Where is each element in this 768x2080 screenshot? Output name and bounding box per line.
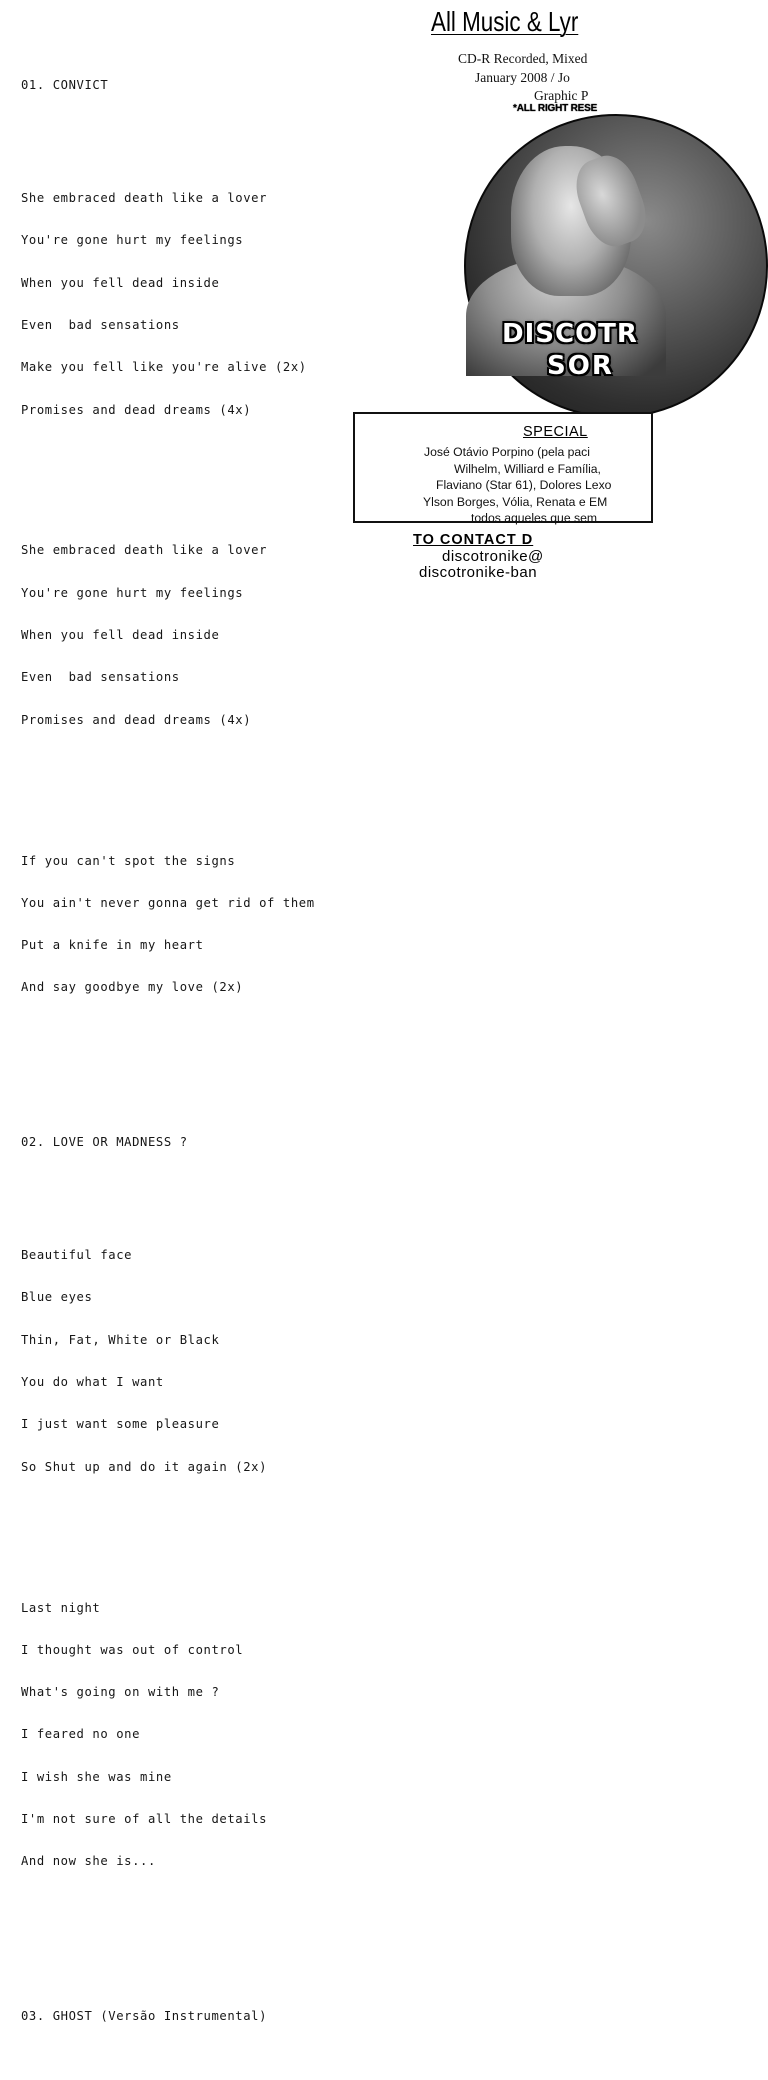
rights-notice: *ALL RIGHT RESE: [513, 103, 598, 114]
stanza: [21, 163, 381, 445]
song-section: [21, 1981, 381, 2051]
page-title: All Music & Lyr: [431, 6, 579, 37]
lyric-line: Blue eyes: [21, 1290, 93, 1305]
lyric-line: If you can't spot the signs: [21, 853, 236, 868]
contact-title: TO CONTACT D: [413, 532, 534, 548]
song-title: 03. GHOST (Versão Instrumental): [21, 2009, 268, 2024]
credit-line: January 2008 / Jo: [475, 69, 570, 85]
thanks-line: José Otávio Porpino (pela paci: [424, 445, 590, 459]
stanza: [21, 515, 381, 755]
lyric-line: You're gone hurt my feelings: [21, 233, 244, 248]
lyric-line: You're gone hurt my feelings: [21, 585, 244, 600]
right-panel: [400, 0, 638, 586]
special-thanks-box: [353, 412, 653, 523]
credits-block: [400, 50, 600, 106]
lyric-line: So Shut up and do it again (2x): [21, 1459, 268, 1474]
lyric-line: Even bad sensations: [21, 317, 180, 332]
thanks-line: todos aqueles que sem: [471, 511, 598, 525]
lyric-line: Promises and dead dreams (4x): [21, 712, 252, 727]
lyric-line: And now she is...: [21, 1854, 156, 1869]
song-section: [21, 1107, 381, 1924]
lyric-line: Thin, Fat, White or Black: [21, 1332, 220, 1347]
credit-line: CD-R Recorded, Mixed: [458, 51, 588, 66]
lyric-line: I just want some pleasure: [21, 1417, 220, 1432]
lyric-line: Promises and dead dreams (4x): [21, 402, 252, 417]
thanks-line: Wilhelm, Williard e Família,: [454, 461, 601, 476]
lyric-line: And say goodbye my love (2x): [21, 980, 244, 995]
band-logo-text: DISCOTR: [502, 319, 638, 349]
special-thanks-list: [355, 444, 655, 527]
lyric-line: She embraced death like a lover: [21, 191, 268, 206]
album-cover-disc: [464, 114, 768, 418]
stanza: [21, 1220, 381, 1502]
song-title: 01. CONVICT: [21, 78, 109, 93]
song-section: [21, 50, 381, 1051]
lyric-line: I thought was out of control: [21, 1642, 244, 1657]
lyric-line: She embraced death like a lover: [21, 543, 268, 558]
song-title: 02. LOVE OR MADNESS ?: [21, 1135, 188, 1150]
lyric-line: I'm not sure of all the details: [21, 1811, 268, 1826]
lyric-line: When you fell dead inside: [21, 275, 220, 290]
stanza: [21, 825, 381, 1022]
lyric-line: Make you fell like you're alive (2x): [21, 360, 307, 375]
album-logo-text: SOR: [547, 351, 614, 381]
lyric-line: Even bad sensations: [21, 670, 180, 685]
contact-email: discotronike@: [442, 548, 544, 565]
lyric-line: What's going on with me ?: [21, 1685, 220, 1700]
stanza: [21, 1572, 381, 1896]
lyric-line: Beautiful face: [21, 1248, 133, 1263]
lyric-line: I feared no one: [21, 1727, 141, 1742]
special-thanks-title: SPECIAL: [523, 424, 588, 440]
lyric-line: I wish she was mine: [21, 1769, 172, 1784]
lyric-line: Put a knife in my heart: [21, 938, 204, 953]
lyric-line: Last night: [21, 1600, 101, 1615]
lyric-line: You do what I want: [21, 1375, 164, 1389]
contact-web: discotronike-ban: [419, 564, 538, 581]
lyric-line: You ain't never gonna get rid of them: [21, 895, 315, 910]
credit-line: Graphic P: [534, 88, 589, 103]
thanks-line: Ylson Borges, Vólia, Renata e EM: [423, 494, 608, 509]
thanks-line: Flaviano (Star 61), Dolores Lexo: [436, 478, 612, 492]
lyrics-column: [21, 22, 381, 2080]
lyric-line: When you fell dead inside: [21, 628, 220, 643]
